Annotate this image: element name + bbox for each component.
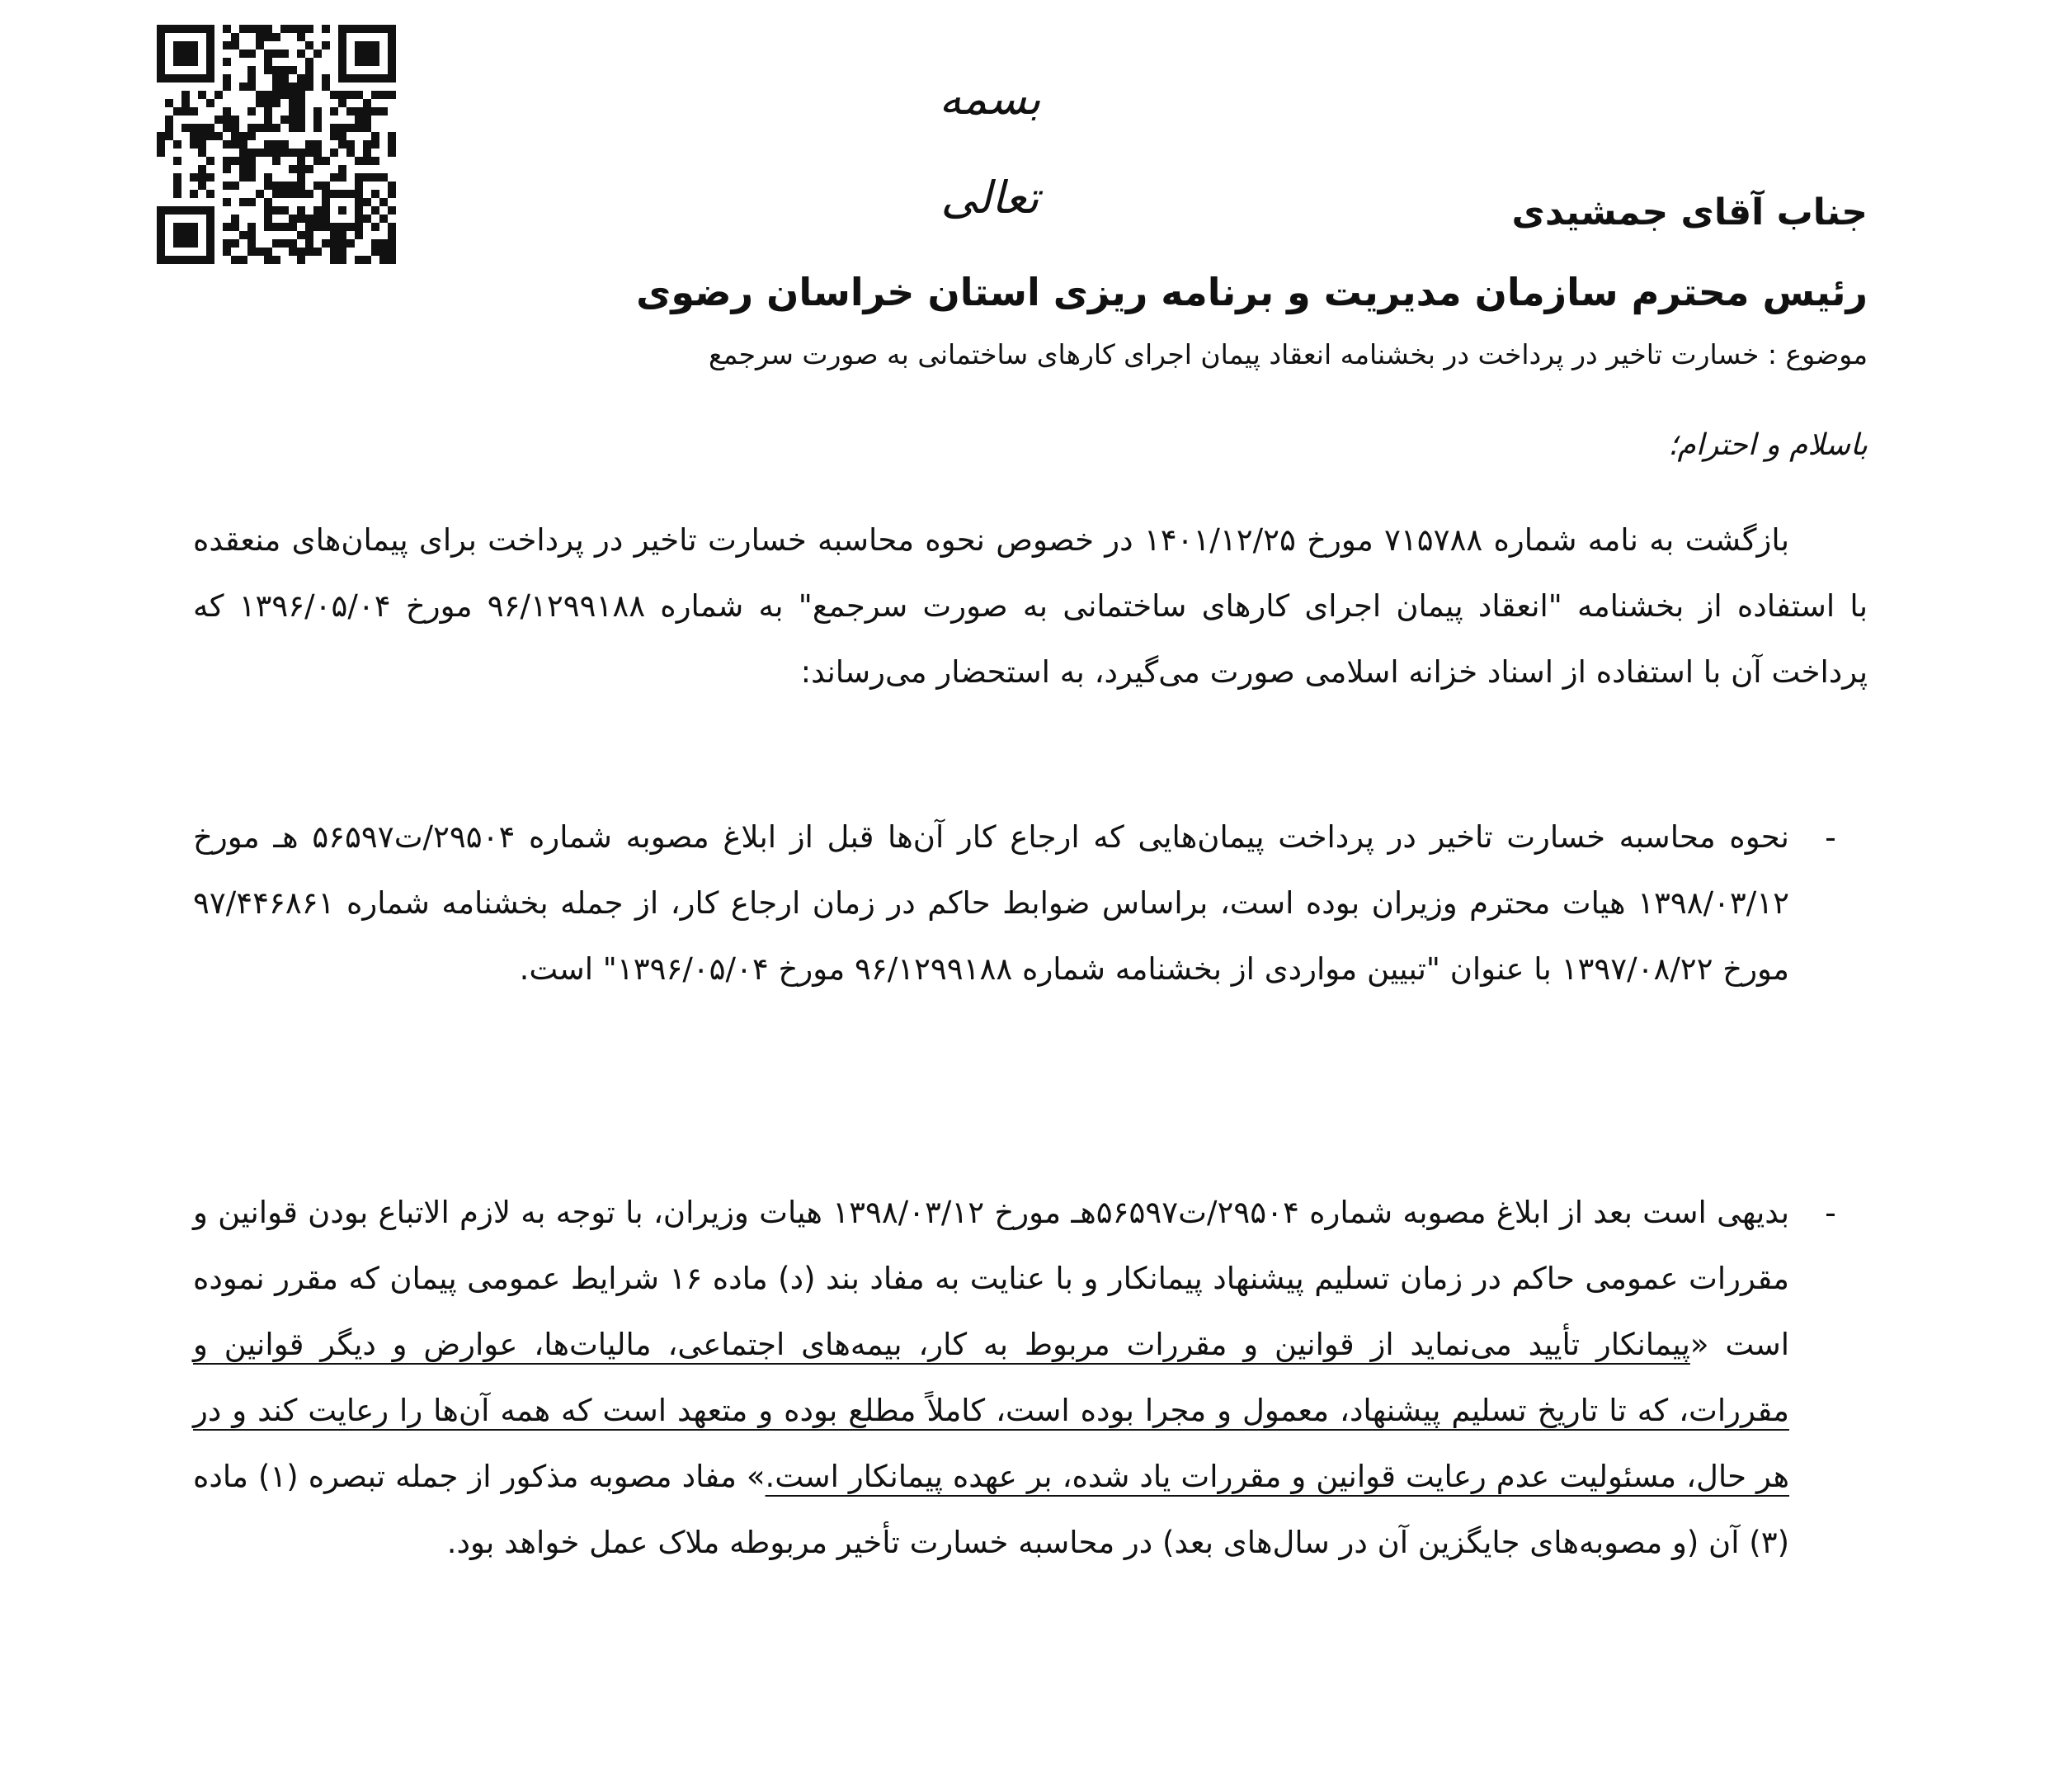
bullet-item-1 [193,804,1868,1151]
subject-line: موضوع : خسارت تاخیر در پرداخت در بخشنامه انعقاد پیمان اجرای کارهای ساختمانی به صورت سرجمع [709,338,1868,370]
addressee-title: رئیس محترم سازمان مدیریت و برنامه ریزی استان خراسان رضوی [636,270,1868,314]
bullet-item-2-text-start: بدیهی است بعد از ابلاغ مصوبه شماره ۲۹۵۰۴/ت۵۶۵۹۷هـ مورخ ۱۳۹۸/۰۳/۱۲ هیات وزیران، با توجه به لازم الاتباع بودن قوانین و مقررات عمومی حاکم در زمان تسلیم پیشنهاد پیمانکار و با عنایت به مفاد بند (د) ماده ۱۶ شرایط عمومی پیمان که مقرر نموده است « [193,1195,1790,1362]
paragraph-intro-text: بازگشت به نامه شماره ۷۱۵۷۸۸ مورخ ۱۴۰۱/۱۲/۲۵ در خصوص نحوه محاسبه خسارت تاخیر در پرداخت برای پیمان‌های منعقده با استفاده از بخشنامه "انعقاد پیمان اجرای کارهای ساختمانی به صورت سرجمع" به شماره ۹۶/۱۲۹۹۱۸۸ مورخ ۱۳۹۶/۰۵/۰۴ که پرداخت آن با استفاده از اسناد خزانه اسلامی صورت می‌گیرد، به استحضار می‌رساند: [193,522,1868,690]
bullet-item-1-text: نحوه محاسبه خسارت تاخیر در پرداخت پیمان‌هایی که ارجاع کار آن‌ها قبل از ابلاغ مصوبه شماره ۲۹۵۰۴/ت۵۶۵۹۷ هـ مورخ ۱۳۹۸/۰۳/۱۲ هیات محترم وزیران بوده است، براساس ضوابط حاکم در زمان ارجاع کار، از جمله بخشنامه شماره ۹۷/۴۴۶۸۶۱ مورخ ۱۳۹۷/۰۸/۲۲ با عنوان "تبیین مواردی از بخشنامه شماره ۹۶/۱۲۹۹۱۸۸ مورخ ۱۳۹۶/۰۵/۰۴" است. [193,819,1789,987]
basmala: بسمه تعالی [939,73,1041,224]
bullet-marker: - [1825,1195,1836,1231]
bullet-item-2-text-end: » مفاد مصوبه مذکور از جمله تبصره (۱) ماده (۳) آن (و مصوبه‌های جایگزین آن در سال‌های بعد) در محاسبه خسارت تأخیر مربوطه ملاک عمل خواهد بود. [193,1459,1789,1560]
quoted-clause-underlined: پیمانکار تأیید می‌نماید از قوانین و مقررات مربوط به کار، بیمه‌های اجتماعی، مالیات‌ها، عوارض و دیگر قوانین و مقررات، که تا تاریخ تسلیم پیشنهاد، معمول و مجرا بوده است، کاملاً مطلع بوده و متعهد است که همه آن‌ها را رعایت کند و در هر حال، مسئولیت عدم رعایت قوانین و مقررات یاد شده، بر عهده پیمانکار است. [193,1327,1789,1494]
bullet-item-2 [193,1180,1868,1766]
qr-code-icon [157,25,396,264]
bullet-item-2-text [193,1180,1789,1576]
greeting: باسلام و احترام؛ [1668,428,1868,462]
paragraph-intro [193,507,1868,705]
addressee: جناب آقای جمشیدی [1511,191,1868,233]
bullet-marker: - [1825,819,1836,856]
